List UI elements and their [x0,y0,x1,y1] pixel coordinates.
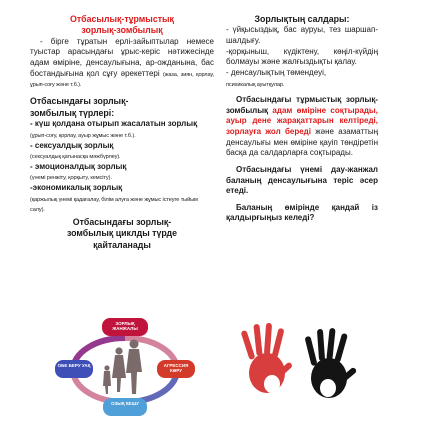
definition-paragraph [30,37,214,90]
consequence-3 [226,68,378,89]
type-physical-note: (ұрып-соғу, қорлау, ауыр жұмыс және т.б.). [30,132,136,139]
cycle-node-left: ОБЕ БЕРУ УАҚ [57,363,91,368]
types-heading-line-1: Отбасындағы зорлық- [30,95,129,106]
cycle-title [30,217,214,251]
consequence-3-line-1: - денсаулықтың төмендеуі, [226,67,327,77]
question-paragraph: Баланың өмірінде қандай із қалдырғыңыз келеді? [226,202,378,223]
cycle-title-line-3: қайталанады [93,239,151,250]
type-physical-label: - күш қолдана отырып жасалатын зорлық [30,119,198,129]
consequences-heading: Зорлықтың салдары: [254,14,350,24]
cycle-title-line-1: Отбасындағы зорлық- [72,216,172,227]
type-economic-note: (қаржылық үнемі қадағалау, білім алуға және жұмыс істеуге тыйым салу). [30,196,198,214]
leaflet-title [30,14,214,37]
type-emotional-note: (үнемі ренжіту, қорқыту, кемсіту). [30,175,112,182]
effects-paragraph [226,95,378,159]
consequence-2: -қорқыныш, күдіктену, көңіл-күйдің болмауы және жалғыздықты қалау. [226,46,378,67]
type-emotional [30,162,214,183]
handprints-illustration [232,318,367,408]
cycle-node-right: АГРЕССИЯ КӨРУ [163,363,189,373]
type-emotional-label: - эмоционалдық зорлық [30,161,127,171]
types-heading-line-2: зомбылық түрлері: [30,107,115,118]
family-silhouette-icon [103,340,142,395]
type-economic [30,183,214,215]
consequence-1: - үйқысыздық, бас ауруы, тез шаршап-шалдығу. [226,25,378,46]
left-column [30,14,214,251]
title-line-2: зорлық-зомбылық [81,25,163,36]
type-sexual-note: (сексуалдық қатынасқа мәжбүрлеу). [30,154,121,161]
definition-note: (жаза, зиян, қорлау, ұрып-соғу және т.б.). [30,71,214,89]
handprints-graphic [232,318,367,408]
effects-intro: Отбасындағы тұрмыстық зорлық-зомбылық [226,95,378,115]
cycle-node-bottom: ОЗЫҚ КЕШУ [111,401,139,406]
consequence-3-line-2: психикалық ауытқулар. [226,81,285,88]
type-sexual [30,141,214,162]
violence-cycle-diagram [55,318,195,418]
child-health-paragraph: Отбасындағы үнемі дау-жанжал баланың денсаулығына теріс әсер етеді. [226,164,378,196]
definition-text: - бірге тұратын ерлі-зайыптылар немесе туыстар арасындағы ұрыс-керіс нәтижесінде адам өміріне, денсаулығына, ар-ожданына, бас бостандығына қол сұғу әрекеттері [30,36,214,78]
types-heading [30,96,214,119]
right-column [226,14,378,230]
type-physical [30,119,214,140]
type-sexual-label: - сексуалдық зорлық [30,140,114,150]
type-economic-label: -экономикалық зорлық [30,183,123,193]
effects-rest: және азаматтың денсаулығы мен өміріне қауіп төндіретін басқа да салдарларға соқтырады. [226,127,378,158]
cycle-title-line-2: зомбылық циклды түрде [67,228,177,239]
title-line-1: Отбасылық-тұрмыстық [70,14,174,24]
effects-highlight: адам өміріне соқтырады, ауыр дене жарақаттарын келтіреді, зорлауға жол береді [226,105,378,137]
cycle-node-top: ЗОРЛЫҚ ЖАНЖАЛЫ [112,321,138,331]
